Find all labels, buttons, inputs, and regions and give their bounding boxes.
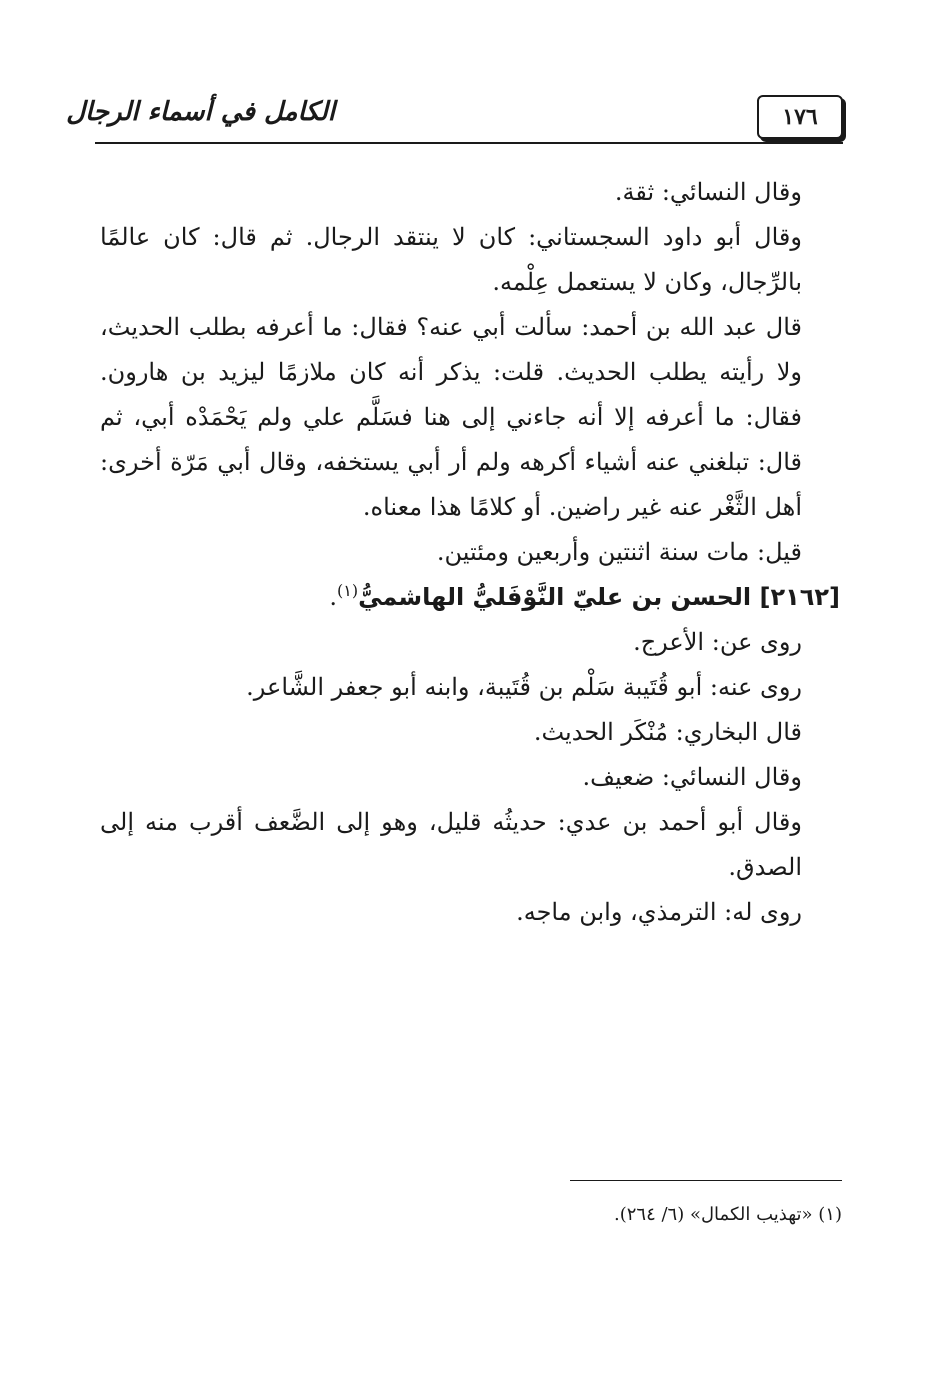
heading-period: . xyxy=(329,583,338,611)
running-title: الكامل في أسماء الرجال xyxy=(66,97,335,127)
paragraph: وقال أبو داود السجستاني: كان لا ينتقد الرجال. ثم قال: كان عالمًا بالرِّجال، وكان لا يستعمل عِلْمه. xyxy=(100,223,802,296)
paragraph: روى عن: الأعرج. xyxy=(633,628,802,656)
entry-heading-line xyxy=(100,575,840,620)
main-text xyxy=(100,170,840,935)
paragraph: قال البخاري: مُنْكَر الحديث. xyxy=(533,718,802,746)
paragraph: روى له: الترمذي، وابن ماجه. xyxy=(516,898,802,926)
paragraph: روى عنه: أبو قُتَيبة سَلْم بن قُتَيبة، وابنه أبو جعفر الشَّاعر. xyxy=(246,673,802,701)
footnote: (١) «تهذيب الكمال» (٦/ ٢٦٤). xyxy=(613,1204,842,1225)
paragraph: وقال النسائي: ضعيف. xyxy=(582,763,802,791)
footnote-reference: (١) xyxy=(337,581,359,600)
page-header xyxy=(66,95,843,145)
entry-heading: [٢١٦٢] الحسن بن عليّ النَّوْفَليُّ الهاشميُّ xyxy=(358,583,840,611)
paragraph: وقال أبو أحمد بن عدي: حديثُه قليل، وهو إلى الضَّعف أقرب منه إلى الصدق. xyxy=(100,808,802,881)
paragraph: قيل: مات سنة اثنتين وأربعين ومئتين. xyxy=(436,538,802,566)
page-number: ١٧٦ xyxy=(757,95,843,139)
paragraph: قال عبد الله بن أحمد: سألت أبي عنه؟ فقال: ما أعرفه بطلب الحديث، ولا رأيته يطلب الحديث. قلت: يذكر أنه كان ملازمًا ليزيد بن هارون. فقال: ما أعرفه إلا أنه جاءني إلى هنا فسَلَّم علي ولم يَحْمَدْه أبي، ثم قال: تبلغني عنه أشياء أكرهه ولم أر أبي يستخفه، وقال أبي مَرّة أخرى: أهل الثَّغْر عنه غير راضين. أو كلامًا هذا معناه. xyxy=(100,313,802,521)
header-rule xyxy=(95,142,843,144)
footnote-rule xyxy=(570,1180,842,1181)
paragraph: وقال النسائي: ثقة. xyxy=(614,178,802,206)
